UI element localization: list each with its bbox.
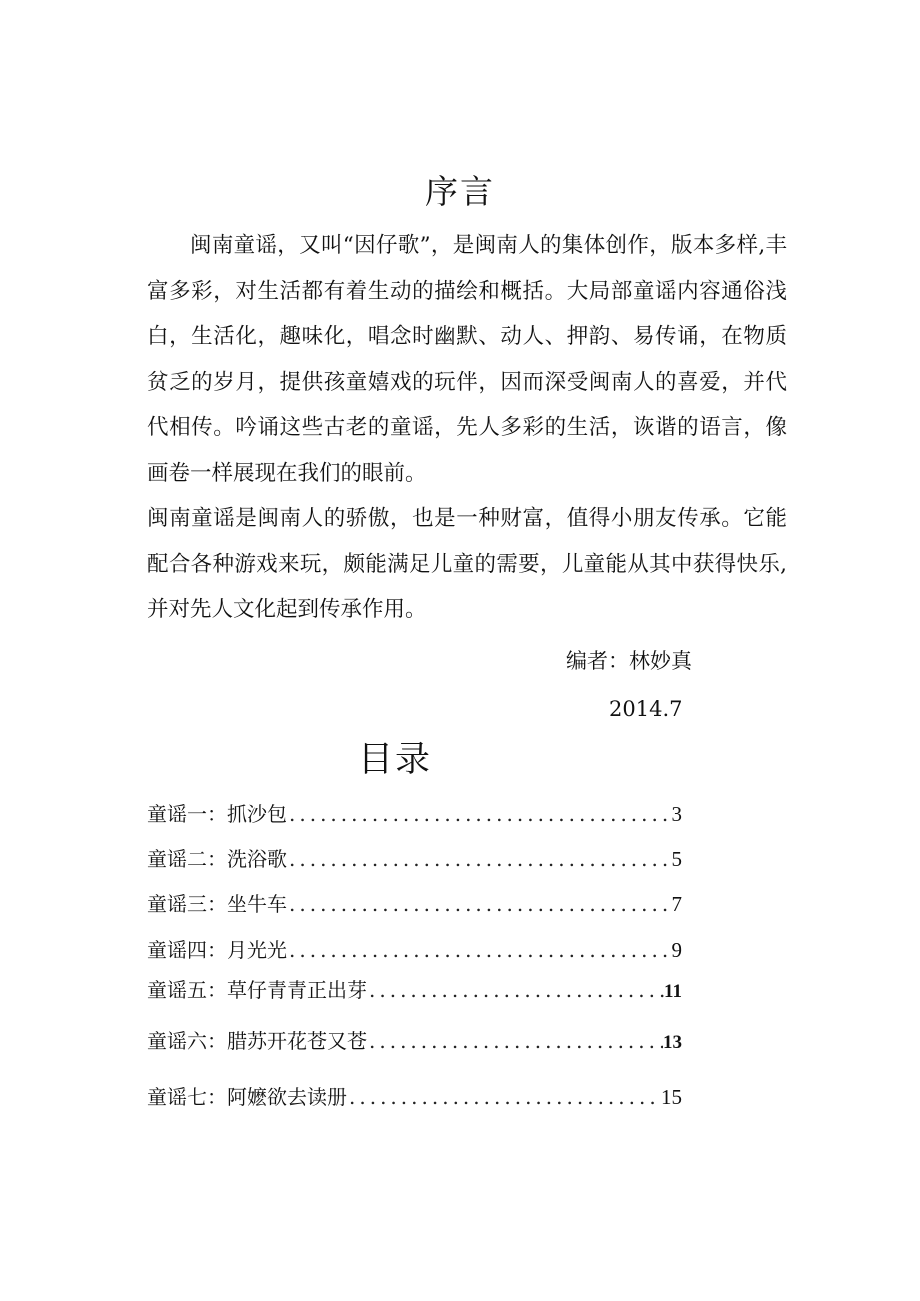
preface-paragraph-2: 闽南童谣是闽南人的骄傲，也是一种财富，值得小朋友传承。它能配合各种游戏来玩，颇能满足儿童的需要，儿童能从其中获得快乐,并对先人文化起到传承作用。: [147, 506, 787, 622]
toc-entry-3[interactable]: [147, 888, 682, 918]
toc-entry-label: 童谣一：抓沙包: [147, 802, 287, 826]
toc-entry-2[interactable]: [147, 843, 682, 873]
toc-leader-dots: [347, 1085, 661, 1109]
toc-leader-dots: [287, 938, 672, 962]
preface-date: 2014.7: [609, 697, 683, 721]
preface-title: 序言: [425, 172, 495, 211]
toc-entry-page: 9: [671, 938, 682, 962]
preface-paragraph-1: 闽南童谣，又叫“因仔歌”，是闽南人的集体创作，版本多样,丰富多彩，对生活都有着生动的描绘和概括。大局部童谣内容通俗浅白，生活化，趣味化，唱念时幽默、动人、押韵、易传诵，在物质贫乏的岁月，提供孩童嬉戏的玩伴，因而深受闽南人的喜爱，并代代相传。吟诵这些古老的童谣，先人多彩的生活，诙谐的语言，像画卷一样展现在我们的眼前。: [147, 233, 787, 486]
toc-leader-dots: [287, 892, 672, 916]
toc-entry-page: 15: [661, 1085, 682, 1109]
toc-leader-dots: [287, 847, 672, 871]
toc-entry-5[interactable]: [147, 974, 682, 1004]
toc-entry-page: 13: [663, 1032, 682, 1053]
toc-leader-dots: [287, 802, 672, 826]
toc-entry-label: 童谣七：阿嬷欲去读册: [147, 1085, 347, 1109]
toc-entry-7[interactable]: [147, 1081, 682, 1111]
toc-leader-dots: [367, 978, 664, 1002]
preface-body: [147, 223, 787, 633]
toc-entry-page: 11: [664, 981, 682, 1002]
toc-entry-page: 7: [671, 892, 682, 916]
toc-entry-label: 童谣二：洗浴歌: [147, 847, 287, 871]
toc-entry-page: 5: [671, 847, 682, 871]
toc-entry-4[interactable]: [147, 934, 682, 964]
toc-leader-dots: [367, 1029, 663, 1053]
toc-entry-page: 3: [671, 802, 682, 826]
editor-signature: 编者：林妙真: [566, 649, 692, 673]
toc-entry-label: 童谣三：坐牛车: [147, 892, 287, 916]
toc-entry-label: 童谣六：腊苏开花苍又苍: [147, 1029, 367, 1053]
toc-entry-6[interactable]: [147, 1025, 682, 1055]
toc-entry-label: 童谣四：月光光: [147, 938, 287, 962]
toc-title: 目录: [358, 740, 433, 780]
toc-entry-label: 童谣五：草仔青青正出芽: [147, 978, 367, 1002]
toc-entry-1[interactable]: [147, 798, 682, 828]
